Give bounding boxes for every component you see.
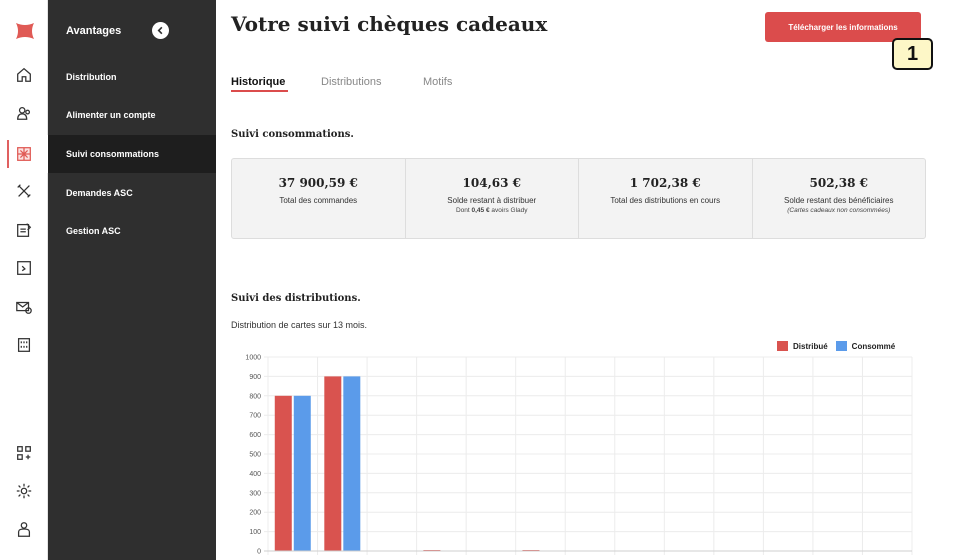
- tab-historique[interactable]: Historique: [231, 76, 286, 88]
- stat-value: 1 702,38 €: [629, 176, 701, 190]
- stat-sub-note: (Cartes cadeaux non consommées): [787, 207, 891, 214]
- sidebar-item-label: Demandes ASC: [66, 188, 133, 198]
- collapse-sidebar-button[interactable]: [152, 22, 169, 39]
- distribution-section-title: Suivi des distributions.: [231, 293, 361, 304]
- y-tick-label: 700: [249, 412, 261, 420]
- sidebar-item-label: Suivi consommations: [66, 149, 160, 159]
- sidebar: [48, 0, 216, 560]
- chevron-left-icon: [156, 26, 165, 35]
- rail-active-indicator: [7, 140, 9, 168]
- sidebar-item-demandes-asc[interactable]: [48, 174, 216, 212]
- mail-at-icon[interactable]: [12, 295, 36, 319]
- bar-distribue: [275, 396, 292, 551]
- tools-icon[interactable]: [12, 179, 36, 203]
- building-icon[interactable]: [12, 333, 36, 357]
- home-icon[interactable]: [12, 63, 36, 87]
- stat-value: 502,38 €: [809, 176, 868, 190]
- glady-logo-icon[interactable]: [14, 20, 36, 42]
- stat-label: Solde restant à distribuer: [447, 196, 537, 205]
- y-tick-label: 600: [249, 432, 261, 440]
- distribution-bar-chart: [216, 0, 962, 560]
- stat-value: 104,63 €: [462, 176, 521, 190]
- stat-sub-prefix: Dont: [455, 207, 472, 214]
- stat-sub-suffix: avoirs Glady: [489, 207, 528, 214]
- sidebar-title: Avantages: [66, 25, 122, 37]
- legend-label: Distribué: [793, 341, 828, 351]
- document-edit-icon[interactable]: [12, 218, 36, 242]
- sidebar-item-label: Alimenter un compte: [66, 110, 156, 120]
- icon-rail: [0, 0, 48, 560]
- bar-consomme: [294, 396, 311, 551]
- annotation-badge: 1: [892, 38, 933, 70]
- users-icon[interactable]: [12, 101, 36, 125]
- y-tick-label: 400: [249, 470, 261, 478]
- y-tick-label: 300: [249, 490, 261, 498]
- stat-value: 37 900,59 €: [278, 176, 358, 190]
- stat-label: Total des distributions en cours: [610, 196, 721, 205]
- invoice-icon[interactable]: [12, 256, 36, 280]
- y-tick-label: 100: [249, 529, 261, 537]
- bar-distribue: [324, 376, 341, 551]
- sidebar-item-label: Gestion ASC: [66, 226, 121, 236]
- stat-sub-amount: 0,45 €: [471, 207, 490, 214]
- legend-label: Consommé: [851, 341, 896, 351]
- sidebar-item-alimenter-compte[interactable]: [48, 96, 216, 134]
- sidebar-item-gestion-asc[interactable]: [48, 212, 216, 250]
- y-tick-label: 500: [249, 451, 261, 459]
- sidebar-header: [48, 0, 216, 62]
- tab-distributions[interactable]: Distributions: [321, 76, 382, 88]
- tab-motifs[interactable]: Motifs: [423, 76, 453, 88]
- page-title: Votre suivi chèques cadeaux: [231, 12, 548, 36]
- gift-card-icon[interactable]: [12, 142, 36, 166]
- settings-icon[interactable]: [12, 479, 36, 503]
- chart-subtitle: Distribution de cartes sur 13 mois.: [231, 320, 368, 330]
- sidebar-item-distribution[interactable]: [48, 58, 216, 96]
- main-content: [216, 0, 962, 560]
- y-tick-label: 1000: [245, 354, 261, 362]
- apps-add-icon[interactable]: [12, 441, 36, 465]
- download-button[interactable]: Télécharger les informations: [765, 12, 921, 42]
- consumption-section-title: Suivi consommations.: [231, 129, 354, 140]
- y-tick-label: 900: [249, 373, 261, 381]
- user-account-icon[interactable]: [12, 517, 36, 541]
- sidebar-item-suivi-consommations[interactable]: [48, 135, 216, 173]
- y-tick-label: 800: [249, 393, 261, 401]
- bar-consomme: [343, 376, 360, 551]
- stat-label: Total des commandes: [279, 196, 358, 205]
- stat-label: Solde restant des bénéficiaires: [784, 196, 894, 205]
- sidebar-item-label: Distribution: [66, 72, 117, 82]
- y-tick-label: 200: [249, 509, 261, 517]
- y-tick-label: 0: [257, 548, 261, 556]
